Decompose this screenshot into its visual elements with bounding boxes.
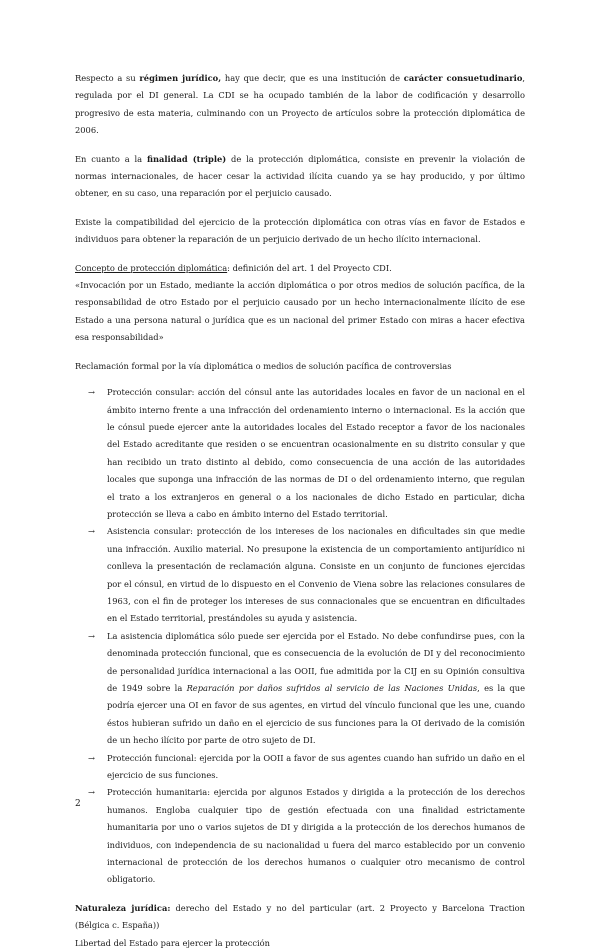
underlined-concept-heading: Concepto de protección diplomática: [75, 262, 228, 273]
arrow-right-icon: →: [88, 630, 95, 641]
list-item-text: La asistencia diplomática sólo puede ser ejercida por el Estado. No debe confundirse pues, con la denominada protección funcional, que es consecuencia de la evolución de DI y del reconocimiento de personalidad jurídica internacional a las OOII, fue admitida por la CIJ en su Opinión consultiva de 1949 sobre la: [107, 630, 525, 693]
arrow-right-icon: →: [88, 752, 95, 763]
paragraph-reclamation: Reclamación formal por la vía diplomática o medios de solución pacífica de controversias: [75, 360, 452, 371]
arrow-right-icon: →: [88, 526, 95, 537]
paragraph-legal-nature: [75, 900, 525, 935]
list-item-functional-protection: [88, 750, 525, 785]
list-item-text: , es la que podría ejercer una OI en favor de sus agentes, en virtud del vínculo funcional que les une, cuando éstos hubieran sufrido un daño en el ejercicio de sus funciones para la OI derivado de la comisión de un hecho ilícito por parte de otro sujeto de DI.: [107, 683, 525, 746]
italic-case-title: Reparación por daños sufridos al servicio de las Naciones Unidas: [186, 683, 478, 693]
arrow-right-icon: →: [88, 387, 95, 398]
text-run: : definición del art. 1 del Proyecto CDI.: [227, 262, 392, 273]
text-run: de la protección diplomática, consiste en prevenir la violación de normas internacionales, de hacer cesar la actividad ilícita cuando ya se hay producido, y por último obtener, en su caso, una reparación por el perjuicio causado.: [75, 153, 525, 199]
text-run: hay que decir, que es una institución de: [221, 73, 404, 83]
paragraph-legal-regime: [75, 70, 525, 140]
bold-term-legal-nature: Naturaleza jurídica:: [75, 902, 171, 913]
arrow-right-icon: →: [88, 787, 95, 798]
list-item-text: Protección funcional: ejercida por la OOII a favor de sus agentes cuando han sufrido un daño en el ejercicio de sus funciones.: [107, 752, 525, 781]
list-item-text: Protección humanitaria: ejercida por algunos Estados y dirigida a la protección de los derechos humanos. Engloba cualquier tipo de gestión efectuada con una finalidad estrictamente humanitaria por uno o varios sujetos de DI y dirigida a la protección de los derechos humanos de individuos, con independencia de su nacionalidad u fuera del marco establecido por un convenio internacional de protección de los derechos humanos o cualquier otro mecanismo de control obligatorio.: [107, 787, 525, 885]
text-run: En cuanto a la: [75, 153, 147, 164]
list-item-diplomatic-assistance: [88, 628, 525, 750]
text-run: Respecto a su: [75, 73, 140, 83]
paragraph-purpose: [75, 151, 525, 203]
list-item-text: Asistencia consular: protección de los intereses de los nacionales en dificultades sin que medie una infracción. Auxilio material. No presupone la existencia de un comportamiento antijurídico ni conlleva la presentación de reclamación alguna. Consiste en un conjunto de funciones ejercidas por el cónsul, en virtud de lo dispuesto en el Convenio de Viena sobre las relaciones consulares de 1963, con el fin de proteger los intereses de sus connacionales que se encuentran en dificultades en el Estado territorial, prestándoles su ayuda y asistencia.: [107, 526, 525, 624]
text-run: , regulada por el DI general. La CDI se ha ocupado también de la labor de codificación y desarrollo progresivo de esta materia, culminando con un Proyecto de artículos sobre la protección diplomática de 2006.: [75, 73, 526, 136]
text-run: derecho del Estado y no del particular (art. 2 Proyecto y Barcelona Traction (Bélgica c. España)): [75, 902, 525, 931]
bullet-list: [75, 384, 525, 889]
bold-term-legal-regime: régimen jurídico,: [139, 73, 222, 83]
paragraph-definition-quote: «Invocación por un Estado, mediante la acción diplomática o por otros medios de solución pacífica, de la responsabilidad de otro Estado por el perjuicio causado por un hecho internacionalmente ilícito de ese Estado a una persona natural o jurídica que es un nacional del primer Estado con miras a hacer efectiva esa responsabilidad»: [75, 280, 525, 343]
paragraph-state-freedom: Libertad del Estado para ejercer la protección: [75, 937, 270, 948]
list-item-humanitarian-protection: [88, 784, 525, 888]
paragraph-compatibility: Existe la compatibilidad del ejercicio de la protección diplomática con otras vías en favor de Estados e individuos para obtener la reparación de un perjuicio derivado de un hecho ilícito internacional.: [75, 216, 525, 245]
list-item-text: Protección consular: acción del cónsul ante las autoridades locales en favor de un nacional en el ámbito interno frente a una infracción del ordenamiento interno o internacional. Es la acción que le cónsul puede ejercer ante la autoridades locales del Estado receptor a favor de los nacionales del Estado acreditante que residen o se encuentran ocasionalmente en su distrito consular y que han recibido un trato distinto al debido, como consecuencia de una acción de las autoridades locales que suponga una infracción de las normas de DI o del ordenamiento interno, que regulan el trato a los extranjeros en general o a los nacionales de dicho Estado en particular, dicha protección se lleva a cabo en ámbito interno del Estado territorial.: [107, 387, 525, 519]
bold-term-customary: carácter consuetudinario: [403, 73, 523, 83]
page-number: 2: [75, 799, 81, 809]
list-item-consular-assistance: [88, 523, 525, 627]
bold-term-purpose: finalidad (triple): [146, 153, 227, 164]
paragraph-concept: [75, 260, 525, 277]
list-item-consular-protection: [88, 384, 525, 523]
